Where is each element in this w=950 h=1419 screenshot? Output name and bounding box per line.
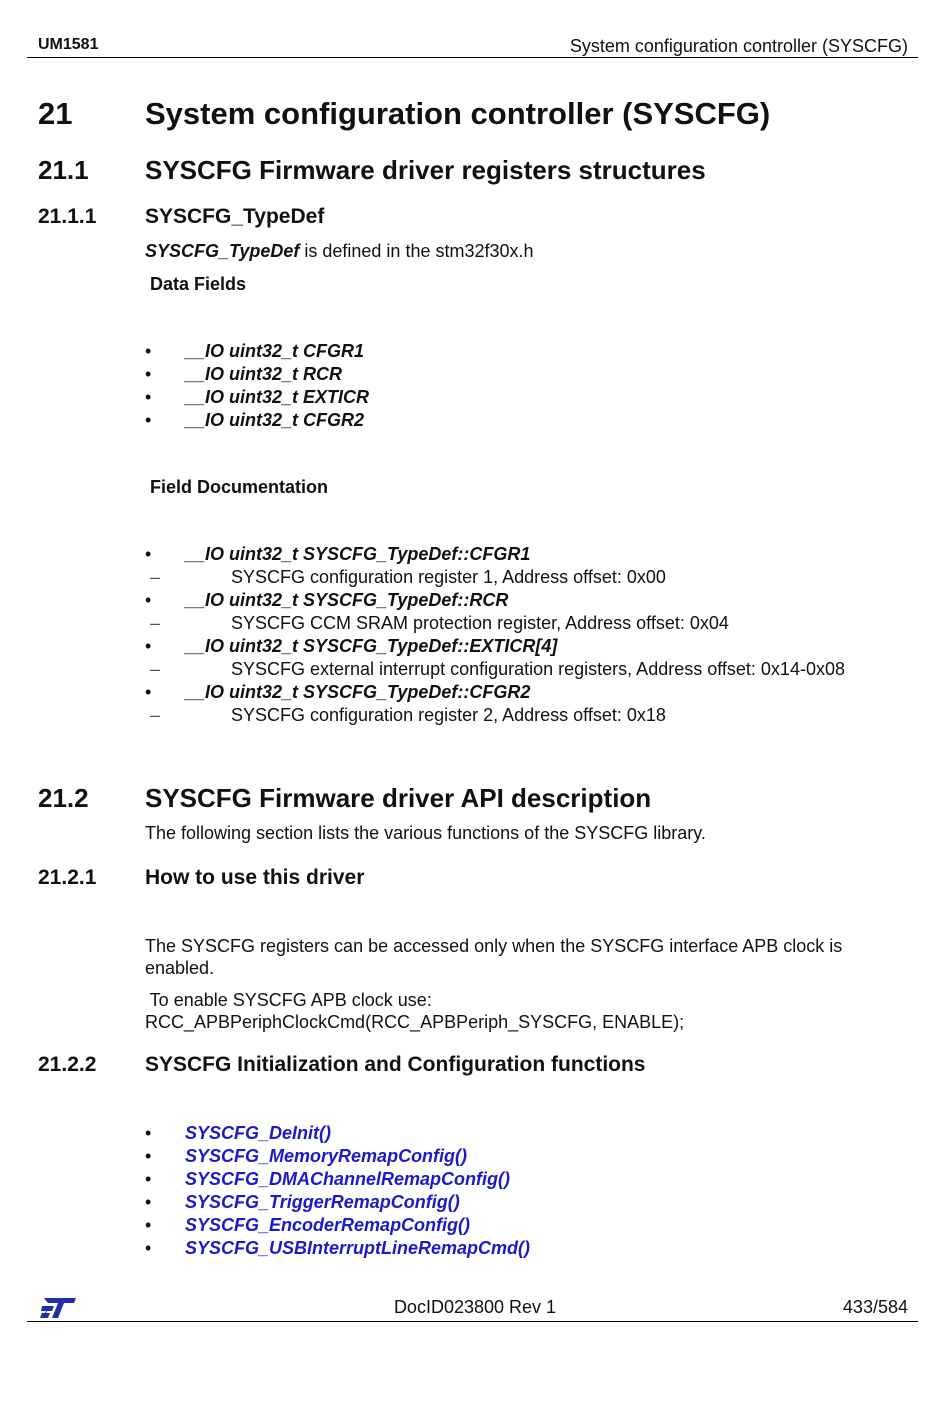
data-field: __IO uint32_t RCR [185,364,343,384]
chapter-title: System configuration controller (SYSCFG) [145,96,771,131]
field-name: __IO uint32_t SYSCFG_TypeDef::CFGR2 [185,682,531,702]
dash-icon: – [150,567,161,587]
data-field: __IO uint32_t EXTICR [185,387,370,407]
bullet-icon: • [145,1169,152,1189]
header-rule [27,57,918,58]
section-title-21-2-2: SYSCFG Initialization and Configuration functions [145,1053,646,1076]
section-title-21-1: SYSCFG Firmware driver registers structures [145,155,706,185]
function-link-dma-channel-remap-config[interactable]: SYSCFG_DMAChannelRemapConfig() [185,1169,511,1189]
section-title-21-2-1: How to use this driver [145,866,365,889]
function-link-memory-remap-config[interactable]: SYSCFG_MemoryRemapConfig() [185,1146,468,1166]
bullet-icon: • [145,1123,152,1143]
bullet-icon: • [145,364,152,384]
section-number-21-1: 21.1 [38,155,89,185]
chapter-number: 21 [38,96,73,131]
bullet-icon: • [145,1146,152,1166]
running-section-title: System configuration controller (SYSCFG) [569,36,908,56]
section-number-21-2: 21.2 [38,783,89,813]
document-code: UM1581 [38,36,99,53]
bullet-icon: • [145,1238,152,1258]
typedef-intro-text: is defined in the stm32f30x.h [299,241,534,261]
bullet-icon: • [145,590,152,610]
field-name: __IO uint32_t SYSCFG_TypeDef::RCR [185,590,509,610]
bullet-icon: • [145,544,152,564]
dash-icon: – [150,659,161,679]
dash-icon: – [150,613,161,633]
field-description: SYSCFG configuration register 1, Address offset: 0x00 [231,567,666,587]
usage-paragraph-1: The SYSCFG registers can be accessed only when the SYSCFG interface APB clock is enabled. [145,936,843,978]
dash-icon: – [150,705,161,725]
section-intro-21-2: The following section lists the various functions of the SYSCFG library. [145,823,706,843]
section-title-21-1-1: SYSCFG_TypeDef [145,205,325,228]
section-number-21-1-1: 21.1.1 [38,205,97,228]
function-link-usb-interrupt-line-remap-cmd[interactable]: SYSCFG_USBInterruptLineRemapCmd() [185,1238,531,1258]
bullet-icon: • [145,387,152,407]
field-name: __IO uint32_t SYSCFG_TypeDef::CFGR1 [185,544,531,564]
bullet-icon: • [145,636,152,656]
field-description: SYSCFG configuration register 2, Address offset: 0x18 [231,705,666,725]
data-field: __IO uint32_t CFGR2 [185,410,365,430]
field-name: __IO uint32_t SYSCFG_TypeDef::EXTICR[4] [185,636,558,656]
field-description: SYSCFG CCM SRAM protection register, Address offset: 0x04 [231,613,729,633]
bullet-icon: • [145,682,152,702]
function-link-deinit[interactable]: SYSCFG_DeInit() [185,1123,332,1143]
bullet-icon: • [145,341,152,361]
function-link-encoder-remap-config[interactable]: SYSCFG_EncoderRemapConfig() [185,1215,471,1235]
typedef-name: SYSCFG_TypeDef [145,241,300,261]
bullet-icon: • [145,1192,152,1212]
data-field: __IO uint32_t CFGR1 [185,341,365,361]
bullet-icon: • [145,1215,152,1235]
usage-code-line: RCC_APBPeriphClockCmd(RCC_APBPeriph_SYSCFG, ENABLE); [145,1012,685,1032]
usage-paragraph-2 [145,989,905,1033]
footer-page-number: 433/584 [842,1297,908,1317]
section-title-21-2: SYSCFG Firmware driver API description [145,783,652,813]
section-number-21-2-1: 21.2.1 [38,866,97,889]
section-number-21-2-2: 21.2.2 [38,1053,97,1076]
bullet-icon: • [145,410,152,430]
field-documentation-label: Field Documentation [150,477,329,497]
footer-doc-id: DocID023800 Rev 1 [393,1297,557,1317]
data-fields-label: Data Fields [150,274,247,294]
function-link-trigger-remap-config[interactable]: SYSCFG_TriggerRemapConfig() [185,1192,460,1212]
field-description: SYSCFG external interrupt configuration registers, Address offset: 0x14-0x08 [231,659,845,679]
footer-rule [27,1321,918,1322]
typedef-intro [145,241,534,262]
usage-paragraph-2-line-1: To enable SYSCFG APB clock use: [145,990,432,1010]
